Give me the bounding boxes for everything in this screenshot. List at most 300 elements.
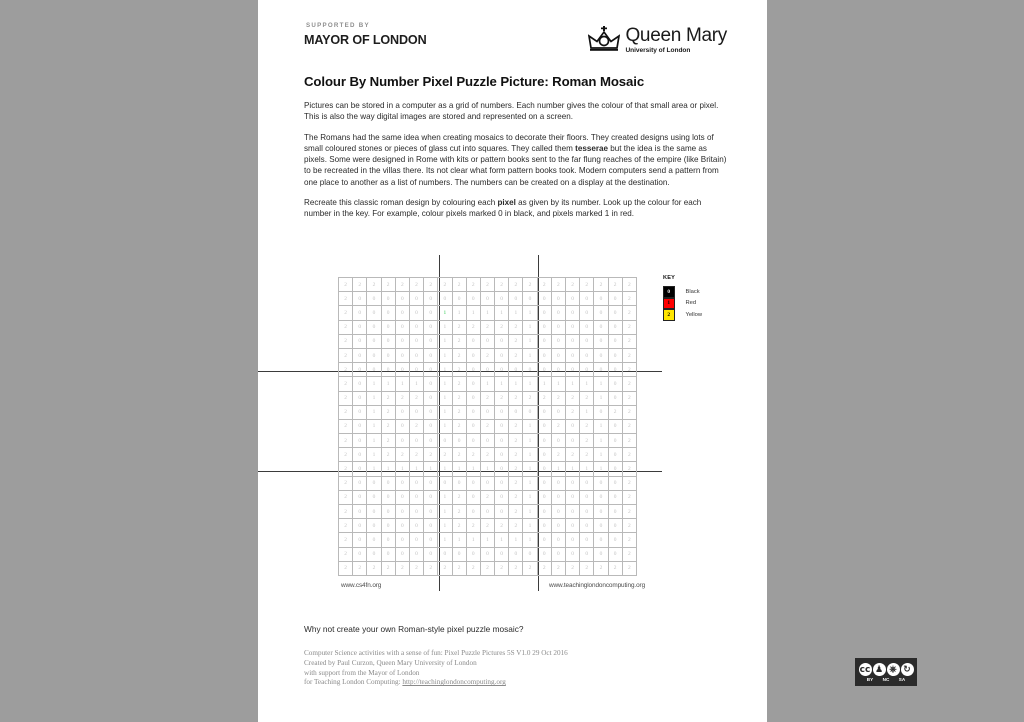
pixel-cell[interactable]: 0 [580, 533, 594, 547]
pixel-cell[interactable]: 0 [367, 320, 381, 334]
pixel-cell[interactable]: 2 [424, 448, 438, 462]
pixel-cell[interactable]: 0 [566, 547, 580, 561]
pixel-cell[interactable]: 2 [438, 561, 452, 575]
pixel-cell[interactable]: 2 [395, 448, 409, 462]
pixel-cell[interactable]: 1 [438, 490, 452, 504]
pixel-cell[interactable]: 0 [551, 306, 565, 320]
pixel-cell[interactable]: 2 [452, 405, 466, 419]
pixel-cell[interactable]: 1 [509, 377, 523, 391]
pixel-cell[interactable]: 0 [594, 476, 608, 490]
pixel-cell[interactable]: 0 [495, 405, 509, 419]
pixel-cell[interactable]: 0 [395, 405, 409, 419]
pixel-cell[interactable]: 0 [495, 363, 509, 377]
pixel-cell[interactable]: 2 [480, 320, 494, 334]
pixel-cell[interactable]: 0 [381, 476, 395, 490]
pixel-cell[interactable]: 0 [438, 547, 452, 561]
pixel-cell[interactable]: 2 [622, 462, 636, 476]
pixel-cell[interactable]: 0 [537, 448, 551, 462]
pixel-cell[interactable]: 2 [509, 419, 523, 433]
pixel-cell[interactable]: 2 [580, 278, 594, 292]
pixel-cell[interactable]: 2 [509, 505, 523, 519]
pixel-cell[interactable]: 2 [622, 434, 636, 448]
pixel-cell[interactable]: 2 [395, 391, 409, 405]
pixel-cell[interactable]: 1 [367, 419, 381, 433]
pixel-cell[interactable]: 2 [551, 278, 565, 292]
pixel-cell[interactable]: 1 [523, 320, 537, 334]
pixel-cell[interactable]: 0 [480, 434, 494, 448]
pixel-cell[interactable]: 2 [452, 448, 466, 462]
pixel-cell[interactable]: 0 [495, 334, 509, 348]
pixel-cell[interactable]: 1 [480, 533, 494, 547]
pixel-cell[interactable]: 0 [409, 348, 423, 362]
pixel-cell[interactable]: 0 [424, 476, 438, 490]
pixel-cell[interactable]: 2 [509, 348, 523, 362]
pixel-cell[interactable]: 0 [466, 391, 480, 405]
pixel-cell[interactable]: 0 [580, 547, 594, 561]
pixel-cell[interactable]: 0 [523, 292, 537, 306]
pixel-cell[interactable]: 0 [452, 292, 466, 306]
pixel-cell[interactable]: 0 [566, 490, 580, 504]
pixel-cell[interactable]: 0 [608, 377, 622, 391]
pixel-cell[interactable]: 0 [608, 476, 622, 490]
pixel-cell[interactable]: 2 [452, 490, 466, 504]
pixel-cell[interactable]: 0 [438, 434, 452, 448]
pixel-cell[interactable]: 0 [551, 519, 565, 533]
pixel-cell[interactable]: 0 [580, 348, 594, 362]
pixel-cell[interactable]: 1 [367, 405, 381, 419]
pixel-cell[interactable]: 0 [409, 533, 423, 547]
pixel-cell[interactable]: 0 [495, 490, 509, 504]
pixel-cell[interactable]: 0 [495, 348, 509, 362]
pixel-cell[interactable]: 2 [622, 278, 636, 292]
pixel-cell[interactable]: 1 [438, 334, 452, 348]
pixel-cell[interactable]: 2 [409, 391, 423, 405]
pixel-cell[interactable]: 0 [409, 490, 423, 504]
pixel-cell[interactable]: 0 [566, 434, 580, 448]
pixel-cell[interactable]: 0 [537, 405, 551, 419]
pixel-cell[interactable]: 0 [395, 476, 409, 490]
pixel-cell[interactable]: 2 [495, 391, 509, 405]
pixel-cell[interactable]: 0 [381, 505, 395, 519]
pixel-cell[interactable]: 0 [353, 306, 367, 320]
pixel-cell[interactable]: 0 [409, 476, 423, 490]
pixel-cell[interactable]: 0 [466, 476, 480, 490]
pixel-cell[interactable]: 2 [339, 363, 353, 377]
pixel-cell[interactable]: 2 [495, 561, 509, 575]
pixel-cell[interactable]: 0 [424, 334, 438, 348]
pixel-cell[interactable]: 1 [381, 462, 395, 476]
pixel-cell[interactable]: 1 [466, 533, 480, 547]
pixel-cell[interactable]: 2 [339, 419, 353, 433]
pixel-cell[interactable]: 0 [395, 334, 409, 348]
pixel-cell[interactable]: 1 [438, 363, 452, 377]
pixel-cell[interactable]: 2 [339, 519, 353, 533]
pixel-cell[interactable]: 2 [339, 320, 353, 334]
pixel-cell[interactable]: 0 [566, 419, 580, 433]
pixel-cell[interactable]: 2 [622, 490, 636, 504]
pixel-cell[interactable]: 0 [495, 476, 509, 490]
pixel-cell[interactable]: 2 [381, 448, 395, 462]
pixel-cell[interactable]: 1 [409, 462, 423, 476]
pixel-cell[interactable]: 1 [523, 505, 537, 519]
pixel-cell[interactable]: 2 [452, 391, 466, 405]
pixel-cell[interactable]: 0 [594, 292, 608, 306]
pixel-cell[interactable]: 0 [537, 334, 551, 348]
pixel-cell[interactable]: 0 [566, 292, 580, 306]
pixel-cell[interactable]: 2 [466, 448, 480, 462]
pixel-grid[interactable] [338, 277, 637, 576]
pixel-cell[interactable]: 0 [438, 476, 452, 490]
teaching-london-computing-link[interactable]: http://teachinglondoncomputing.org [402, 678, 506, 687]
pixel-cell[interactable]: 0 [594, 334, 608, 348]
pixel-cell[interactable]: 0 [353, 533, 367, 547]
pixel-cell[interactable]: 0 [424, 348, 438, 362]
pixel-cell[interactable]: 2 [339, 505, 353, 519]
pixel-cell[interactable]: 1 [480, 377, 494, 391]
pixel-cell[interactable]: 0 [566, 505, 580, 519]
pixel-cell[interactable]: 0 [537, 533, 551, 547]
pixel-cell[interactable]: 2 [480, 348, 494, 362]
pixel-cell[interactable]: 2 [466, 320, 480, 334]
pixel-cell[interactable]: 0 [353, 519, 367, 533]
pixel-cell[interactable]: 0 [395, 306, 409, 320]
pixel-cell[interactable]: 0 [580, 363, 594, 377]
pixel-cell[interactable]: 0 [566, 363, 580, 377]
pixel-cell[interactable]: 1 [367, 434, 381, 448]
pixel-cell[interactable]: 0 [367, 533, 381, 547]
pixel-cell[interactable]: 0 [608, 448, 622, 462]
pixel-cell[interactable]: 0 [594, 519, 608, 533]
pixel-cell[interactable]: 1 [523, 348, 537, 362]
pixel-cell[interactable]: 0 [424, 391, 438, 405]
pixel-cell[interactable]: 1 [523, 448, 537, 462]
pixel-cell[interactable]: 2 [381, 434, 395, 448]
pixel-cell-highlighted[interactable]: 1 [438, 306, 452, 320]
pixel-cell[interactable]: 1 [452, 306, 466, 320]
pixel-cell[interactable]: 0 [537, 490, 551, 504]
pixel-cell[interactable]: 0 [395, 292, 409, 306]
pixel-cell[interactable]: 1 [367, 391, 381, 405]
pixel-cell[interactable]: 0 [353, 476, 367, 490]
pixel-cell[interactable]: 0 [495, 547, 509, 561]
pixel-cell[interactable]: 1 [594, 391, 608, 405]
pixel-cell[interactable]: 1 [580, 405, 594, 419]
pixel-cell[interactable]: 2 [509, 391, 523, 405]
pixel-cell[interactable]: 0 [551, 476, 565, 490]
pixel-cell[interactable]: 0 [594, 547, 608, 561]
pixel-cell[interactable]: 1 [523, 377, 537, 391]
pixel-cell[interactable]: 1 [523, 434, 537, 448]
pixel-cell[interactable]: 2 [509, 476, 523, 490]
pixel-cell[interactable]: 2 [339, 278, 353, 292]
pixel-cell[interactable]: 2 [353, 561, 367, 575]
pixel-cell[interactable]: 0 [580, 334, 594, 348]
pixel-cell[interactable]: 2 [622, 419, 636, 433]
pixel-cell[interactable]: 2 [438, 278, 452, 292]
pixel-cell[interactable]: 2 [509, 561, 523, 575]
pixel-cell[interactable]: 1 [438, 533, 452, 547]
pixel-cell[interactable]: 0 [580, 306, 594, 320]
pixel-cell[interactable]: 2 [409, 448, 423, 462]
pixel-cell[interactable]: 0 [594, 490, 608, 504]
pixel-cell[interactable]: 0 [608, 292, 622, 306]
pixel-cell[interactable]: 1 [509, 533, 523, 547]
pixel-cell[interactable]: 1 [594, 448, 608, 462]
pixel-cell[interactable]: 2 [551, 391, 565, 405]
pixel-cell[interactable]: 2 [509, 490, 523, 504]
pixel-cell[interactable]: 2 [339, 292, 353, 306]
pixel-cell[interactable]: 1 [495, 306, 509, 320]
pixel-cell[interactable]: 2 [509, 519, 523, 533]
pixel-cell[interactable]: 1 [367, 377, 381, 391]
pixel-cell[interactable]: 2 [509, 434, 523, 448]
pixel-cell[interactable]: 2 [452, 348, 466, 362]
pixel-cell[interactable]: 0 [537, 363, 551, 377]
pixel-cell[interactable]: 0 [395, 505, 409, 519]
pixel-cell[interactable]: 2 [580, 561, 594, 575]
pixel-cell[interactable]: 2 [353, 278, 367, 292]
pixel-cell[interactable]: 0 [594, 533, 608, 547]
pixel-cell[interactable]: 0 [480, 363, 494, 377]
pixel-cell[interactable]: 0 [594, 405, 608, 419]
pixel-cell[interactable]: 0 [409, 306, 423, 320]
pixel-cell[interactable]: 1 [523, 306, 537, 320]
pixel-cell[interactable]: 2 [622, 448, 636, 462]
pixel-cell[interactable]: 1 [395, 462, 409, 476]
pixel-cell[interactable]: 0 [381, 348, 395, 362]
pixel-cell[interactable]: 2 [566, 561, 580, 575]
pixel-cell[interactable]: 0 [580, 490, 594, 504]
pixel-cell[interactable]: 0 [495, 434, 509, 448]
pixel-cell[interactable]: 2 [381, 391, 395, 405]
pixel-cell[interactable]: 0 [480, 292, 494, 306]
pixel-cell[interactable]: 1 [381, 377, 395, 391]
pixel-cell[interactable]: 0 [409, 547, 423, 561]
pixel-cell[interactable]: 2 [622, 561, 636, 575]
pixel-cell[interactable]: 2 [409, 278, 423, 292]
pixel-cell[interactable]: 0 [580, 519, 594, 533]
pixel-cell[interactable]: 0 [409, 292, 423, 306]
pixel-cell[interactable]: 0 [466, 434, 480, 448]
pixel-cell[interactable]: 0 [608, 320, 622, 334]
pixel-cell[interactable]: 0 [551, 434, 565, 448]
pixel-cell[interactable]: 2 [395, 561, 409, 575]
pixel-cell[interactable]: 0 [608, 462, 622, 476]
pixel-cell[interactable]: 1 [523, 476, 537, 490]
pixel-cell[interactable]: 0 [509, 292, 523, 306]
pixel-cell[interactable]: 0 [367, 306, 381, 320]
pixel-cell[interactable]: 0 [551, 533, 565, 547]
pixel-cell[interactable]: 0 [608, 505, 622, 519]
pixel-cell[interactable]: 1 [367, 448, 381, 462]
pixel-cell[interactable]: 2 [480, 561, 494, 575]
pixel-cell[interactable]: 0 [495, 462, 509, 476]
pixel-cell[interactable]: 2 [622, 405, 636, 419]
pixel-cell[interactable]: 0 [424, 405, 438, 419]
pixel-cell[interactable]: 0 [367, 490, 381, 504]
pixel-cell[interactable]: 0 [381, 306, 395, 320]
pixel-cell[interactable]: 0 [353, 320, 367, 334]
pixel-cell[interactable]: 0 [566, 348, 580, 362]
pixel-cell[interactable]: 1 [523, 334, 537, 348]
pixel-cell[interactable]: 1 [438, 320, 452, 334]
pixel-cell[interactable]: 1 [551, 462, 565, 476]
pixel-cell[interactable]: 0 [409, 363, 423, 377]
pixel-cell[interactable]: 2 [622, 320, 636, 334]
pixel-cell[interactable]: 0 [566, 533, 580, 547]
pixel-cell[interactable]: 2 [339, 377, 353, 391]
pixel-cell[interactable]: 2 [509, 448, 523, 462]
pixel-cell[interactable]: 2 [452, 320, 466, 334]
pixel-cell[interactable]: 0 [353, 448, 367, 462]
pixel-cell[interactable]: 1 [409, 377, 423, 391]
pixel-cell[interactable]: 0 [367, 348, 381, 362]
pixel-cell[interactable]: 0 [495, 419, 509, 433]
pixel-cell[interactable]: 0 [424, 306, 438, 320]
pixel-cell[interactable]: 0 [551, 405, 565, 419]
pixel-cell[interactable]: 0 [566, 334, 580, 348]
pixel-cell[interactable]: 0 [608, 348, 622, 362]
pixel-cell[interactable]: 0 [580, 292, 594, 306]
pixel-cell[interactable]: 0 [480, 547, 494, 561]
pixel-cell[interactable]: 1 [495, 377, 509, 391]
pixel-cell[interactable]: 2 [367, 278, 381, 292]
url-teaching-london-computing[interactable]: www.teachinglondoncomputing.org [549, 582, 646, 589]
pixel-cell[interactable]: 0 [551, 363, 565, 377]
pixel-cell[interactable]: 0 [551, 348, 565, 362]
pixel-cell[interactable]: 1 [523, 419, 537, 433]
pixel-cell[interactable]: 0 [495, 292, 509, 306]
pixel-cell[interactable]: 0 [353, 348, 367, 362]
pixel-cell[interactable]: 2 [452, 561, 466, 575]
pixel-cell[interactable]: 1 [551, 377, 565, 391]
pixel-cell[interactable]: 0 [381, 320, 395, 334]
pixel-cell[interactable]: 2 [566, 278, 580, 292]
pixel-cell[interactable]: 0 [424, 363, 438, 377]
pixel-cell[interactable]: 2 [381, 278, 395, 292]
pixel-cell[interactable]: 2 [622, 505, 636, 519]
pixel-cell[interactable]: 0 [381, 533, 395, 547]
pixel-cell[interactable]: 2 [509, 462, 523, 476]
pixel-cell[interactable]: 2 [608, 405, 622, 419]
pixel-cell[interactable]: 2 [339, 490, 353, 504]
pixel-cell[interactable]: 2 [381, 561, 395, 575]
pixel-cell[interactable]: 0 [566, 306, 580, 320]
pixel-cell[interactable]: 0 [537, 476, 551, 490]
pixel-cell[interactable]: 0 [580, 476, 594, 490]
pixel-cell[interactable]: 0 [381, 363, 395, 377]
pixel-cell[interactable]: 0 [353, 505, 367, 519]
pixel-cell[interactable]: 2 [480, 448, 494, 462]
pixel-cell[interactable]: 2 [495, 320, 509, 334]
pixel-cell[interactable]: 0 [409, 320, 423, 334]
pixel-cell[interactable]: 0 [424, 505, 438, 519]
pixel-cell[interactable]: 2 [339, 462, 353, 476]
pixel-cell[interactable]: 2 [339, 533, 353, 547]
pixel-cell[interactable]: 0 [395, 547, 409, 561]
pixel-cell[interactable]: 1 [495, 533, 509, 547]
pixel-cell[interactable]: 0 [395, 363, 409, 377]
pixel-cell[interactable]: 0 [608, 490, 622, 504]
pixel-cell[interactable]: 2 [622, 519, 636, 533]
pixel-cell[interactable]: 0 [608, 419, 622, 433]
pixel-cell[interactable]: 0 [509, 547, 523, 561]
pixel-cell[interactable]: 2 [466, 561, 480, 575]
pixel-cell[interactable]: 0 [537, 348, 551, 362]
pixel-cell[interactable]: 1 [438, 405, 452, 419]
pixel-cell[interactable]: 2 [452, 377, 466, 391]
pixel-cell[interactable]: 0 [353, 405, 367, 419]
pixel-cell[interactable]: 2 [381, 419, 395, 433]
pixel-cell[interactable]: 0 [537, 419, 551, 433]
pixel-cell[interactable]: 1 [594, 462, 608, 476]
pixel-cell[interactable]: 0 [537, 505, 551, 519]
pixel-cell[interactable]: 0 [537, 519, 551, 533]
pixel-cell[interactable]: 0 [353, 547, 367, 561]
pixel-cell[interactable]: 0 [353, 292, 367, 306]
pixel-cell[interactable]: 1 [438, 419, 452, 433]
pixel-cell[interactable]: 1 [523, 519, 537, 533]
pixel-cell[interactable]: 0 [424, 519, 438, 533]
pixel-cell[interactable]: 0 [367, 334, 381, 348]
pixel-cell[interactable]: 0 [537, 320, 551, 334]
pixel-cell[interactable]: 2 [537, 391, 551, 405]
pixel-cell[interactable]: 2 [424, 278, 438, 292]
pixel-cell[interactable]: 0 [480, 334, 494, 348]
pixel-cell[interactable]: 0 [594, 363, 608, 377]
pixel-cell[interactable]: 0 [466, 348, 480, 362]
pixel-cell[interactable]: 2 [594, 561, 608, 575]
pixel-cell[interactable]: 2 [438, 448, 452, 462]
pixel-cell[interactable]: 2 [622, 476, 636, 490]
pixel-cell[interactable]: 2 [395, 278, 409, 292]
pixel-cell[interactable]: 0 [551, 320, 565, 334]
pixel-cell[interactable]: 2 [566, 405, 580, 419]
pixel-cell[interactable]: 0 [495, 448, 509, 462]
pixel-cell[interactable]: 2 [580, 448, 594, 462]
pixel-cell[interactable]: 0 [466, 377, 480, 391]
pixel-cell[interactable]: 2 [622, 348, 636, 362]
pixel-cell[interactable]: 2 [466, 519, 480, 533]
pixel-cell[interactable]: 1 [438, 391, 452, 405]
pixel-cell[interactable]: 0 [566, 519, 580, 533]
pixel-cell[interactable]: 1 [594, 419, 608, 433]
pixel-cell[interactable]: 0 [395, 419, 409, 433]
pixel-cell[interactable]: 0 [452, 547, 466, 561]
pixel-cell[interactable]: 0 [466, 547, 480, 561]
pixel-cell[interactable]: 0 [594, 306, 608, 320]
pixel-cell[interactable]: 1 [466, 462, 480, 476]
pixel-cell[interactable]: 0 [537, 306, 551, 320]
pixel-cell[interactable]: 0 [381, 490, 395, 504]
pixel-cell[interactable]: 0 [395, 434, 409, 448]
pixel-cell[interactable]: 0 [367, 519, 381, 533]
pixel-cell[interactable]: 1 [537, 377, 551, 391]
pixel-cell[interactable]: 2 [339, 405, 353, 419]
pixel-cell[interactable]: 0 [608, 334, 622, 348]
pixel-cell[interactable]: 2 [594, 278, 608, 292]
pixel-cell[interactable]: 2 [622, 377, 636, 391]
pixel-cell[interactable]: 0 [353, 391, 367, 405]
pixel-cell[interactable]: 2 [551, 561, 565, 575]
pixel-cell[interactable]: 0 [452, 434, 466, 448]
pixel-cell[interactable]: 2 [608, 561, 622, 575]
pixel-cell[interactable]: 0 [537, 547, 551, 561]
pixel-cell[interactable]: 0 [551, 547, 565, 561]
pixel-cell[interactable]: 1 [438, 348, 452, 362]
pixel-cell[interactable]: 1 [480, 462, 494, 476]
pixel-cell[interactable]: 0 [466, 405, 480, 419]
